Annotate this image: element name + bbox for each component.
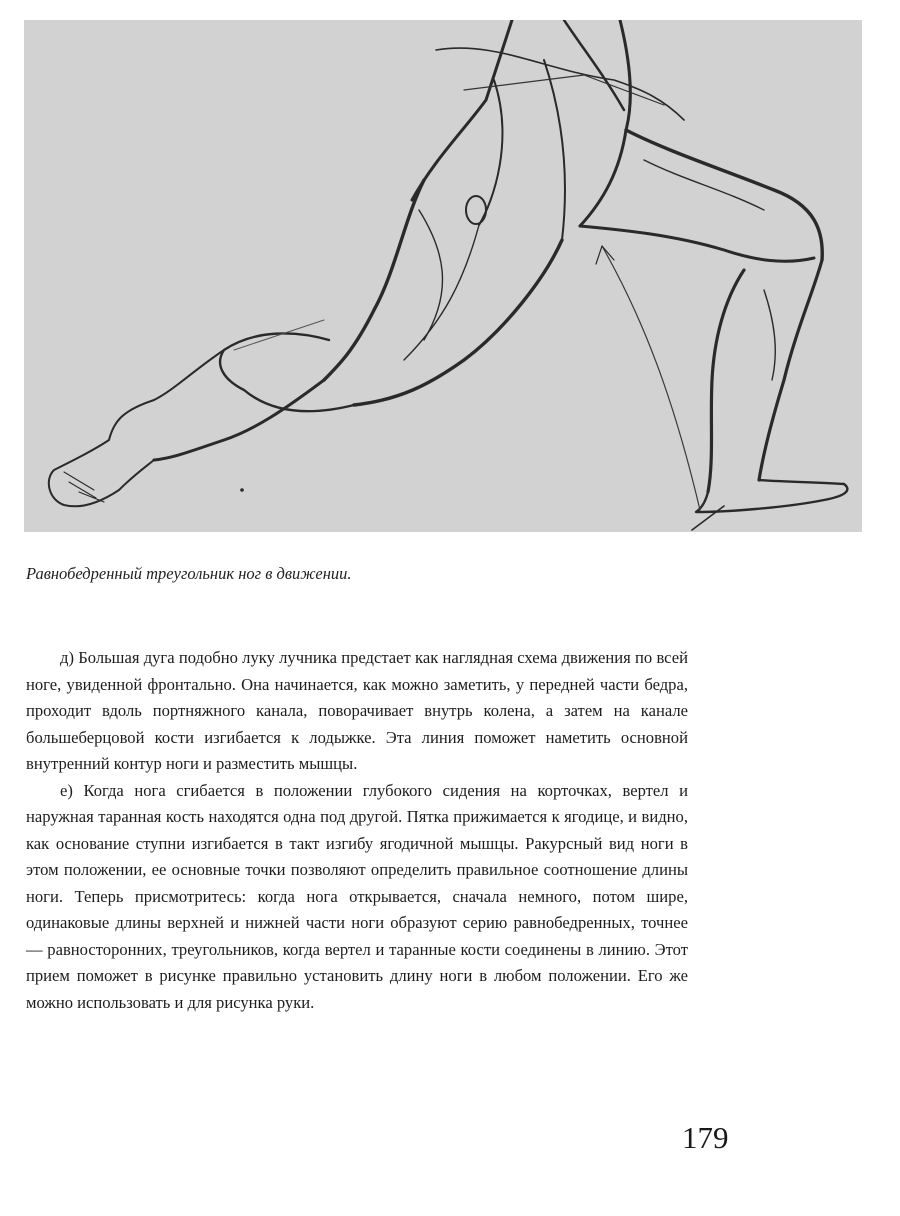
body-text bbox=[26, 645, 688, 1016]
paragraph-e: е) Когда нога сгибается в положении глубокого сидения на корточках, вертел и наружная таранная кость находятся одна под другой. Пятка прижимается к ягодице, и видно, как основание ступни изгибается в такт изгибу ягодичной мышцы. Ракурсный вид ноги в этом положении, ее основные точки позволяют определить правильное соотношение длины ноги. Теперь присмотритесь: когда нога открывается, сначала немного, потом шире, одинаковые длины верхней и нижней части ноги образуют серию равнобедренных, точнее — равносторонних, треугольников, когда вертел и таранные кости соединены в линию. Этот прием поможет в рисунке правильно установить длину ноги в любом положении. Его же можно использовать и для рисунка руки. bbox=[26, 780, 688, 1012]
figure-caption: Равнобедренный треугольник ног в движении. bbox=[26, 564, 352, 583]
anatomy-illustration bbox=[24, 20, 862, 532]
page-number: 179 bbox=[682, 1120, 729, 1155]
paragraph-d: д) Большая дуга подобно луку лучника предстает как наглядная схема движения по всей ноге, увиденной фронтально. Она начинается, как можно заметить, у передней части бедра, проходит вдоль портняжного канала, поворачивает внутрь колена, а затем на канале большеберцовой кости изгибается к лодыжке. Эта линия поможет наметить основной внутренний контур ноги и разместить мышцы. bbox=[26, 648, 688, 773]
